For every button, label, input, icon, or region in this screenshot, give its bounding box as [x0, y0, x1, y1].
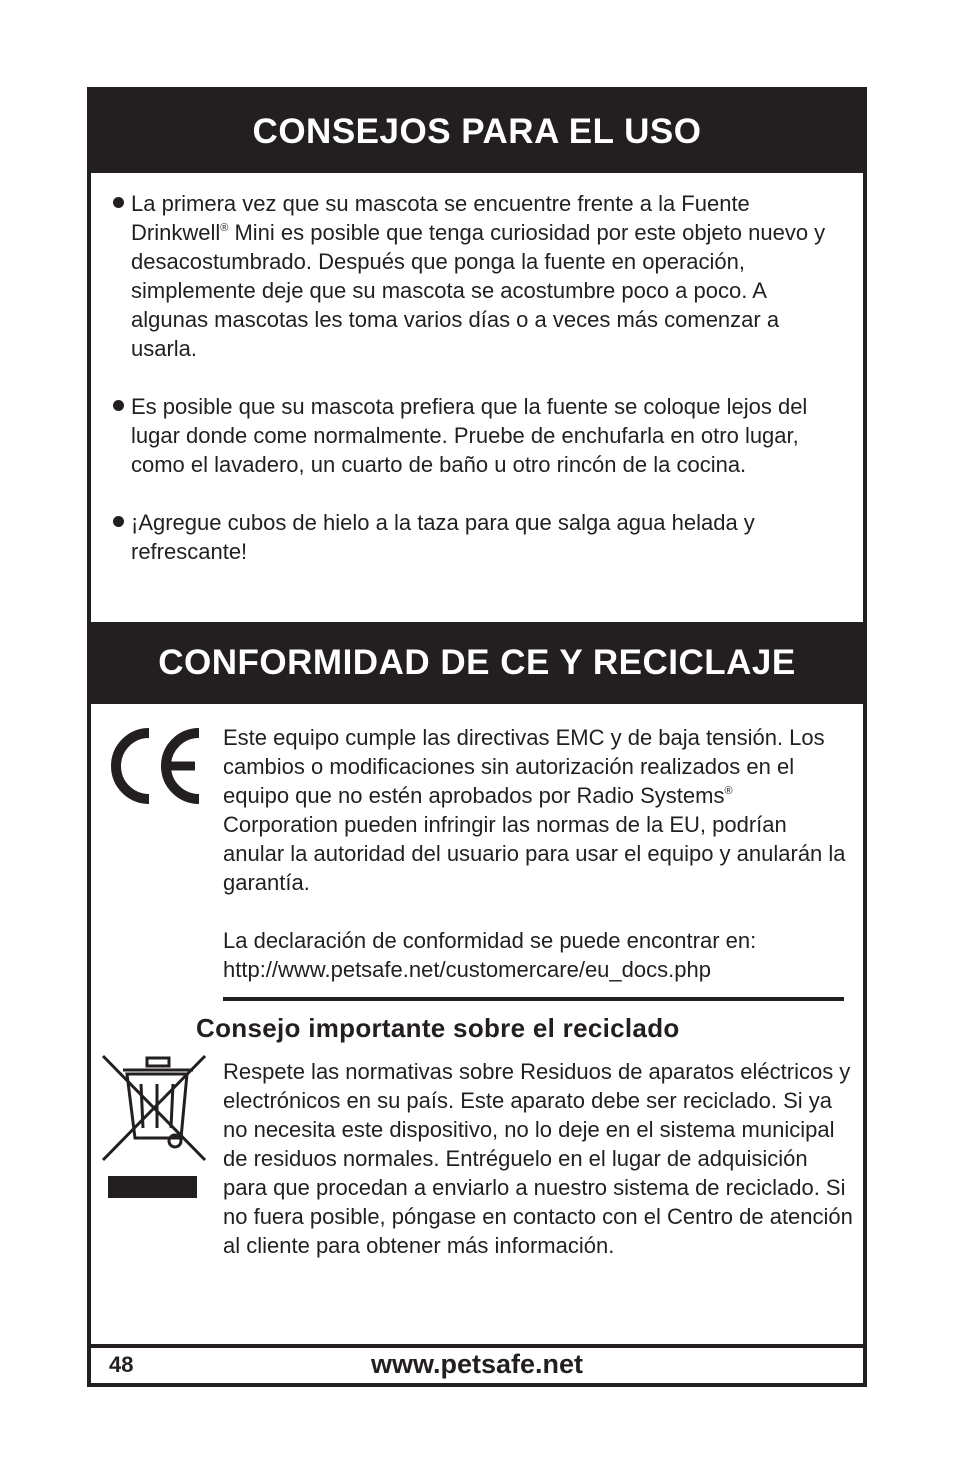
list-item [113, 189, 843, 363]
ce-text-part: Este equipo cumple las directivas EMC y de baja tensión. Los cambios o modificaciones sin autorización realizados en el equipo que no estén aprobados por Radio Systems [223, 725, 825, 808]
list-item-text: La primera vez que su mascota se encuentre frente a la Fuente Drinkwell [131, 191, 750, 245]
page-frame [87, 87, 867, 1387]
usage-tips-list [113, 189, 843, 595]
section-header-ce-recycling [91, 622, 863, 704]
ce-compliance-text [223, 723, 853, 1013]
ce-mark-icon [107, 725, 203, 807]
weee-bar [108, 1176, 197, 1198]
section-header-usage-tips [91, 91, 863, 173]
registered-mark: ® [220, 222, 229, 234]
footer-divider [91, 1344, 863, 1348]
section-title-usage-tips: CONSEJOS PARA EL USO [252, 112, 702, 151]
list-item [113, 392, 843, 479]
ce-text-part: Corporation pueden infringir las normas de la EU, podrían anular la autoridad del usuario para usar el equipo y anularán la garantía. [223, 812, 846, 895]
footer-url: www.petsafe.net [370, 1349, 584, 1379]
list-item-text: Es posible que su mascota prefiera que la fuente se coloque lejos del lugar donde come normalmente. Pruebe de enchufarla en otro lugar, como el lavadero, un cuarto de baño u otro rincón de la cocina. [131, 394, 808, 477]
bullet-icon [113, 197, 124, 208]
recycling-subtitle: Consejo importante sobre el reciclado [196, 1013, 680, 1043]
list-item [113, 508, 843, 566]
section-title-ce-recycling: CONFORMIDAD DE CE Y RECICLAJE [158, 643, 796, 682]
recycling-text: Respete las normativas sobre Residuos de aparatos eléctricos y electrónicos en su país. Este aparato debe ser reciclado. Si ya no necesita este dispositivo, no lo deje en el sistema municipal de residuos normales. Entréguelo en el lugar de adquisición para que procedan a enviarlo a nuestro sistema de reciclado. Si no fuera posible, póngase en contacto con el Centro de atención al cliente para obtener más información. [223, 1059, 853, 1258]
bullet-icon [113, 400, 124, 411]
divider [223, 997, 844, 1001]
ce-paragraph [223, 723, 853, 897]
bullet-icon [113, 516, 124, 527]
crossed-out-wheelie-bin-icon [101, 1048, 207, 1176]
registered-mark: ® [724, 785, 733, 797]
list-item-text: Mini es posible que tenga curiosidad por este objeto nuevo y desacostumbrado. Después que ponga la fuente en operación, simplemente deje que su mascota se acostumbre poco a poco. A algunas mascotas les toma varios días o a veces más comenzar a usarla. [131, 220, 826, 361]
declaration-paragraph: La declaración de conformidad se puede encontrar en: http://www.petsafe.net/customercare/eu_docs.php [223, 928, 757, 982]
list-item-text: ¡Agregue cubos de hielo a la taza para que salga agua helada y refrescante! [131, 510, 755, 564]
page-number: 48 [109, 1352, 134, 1377]
